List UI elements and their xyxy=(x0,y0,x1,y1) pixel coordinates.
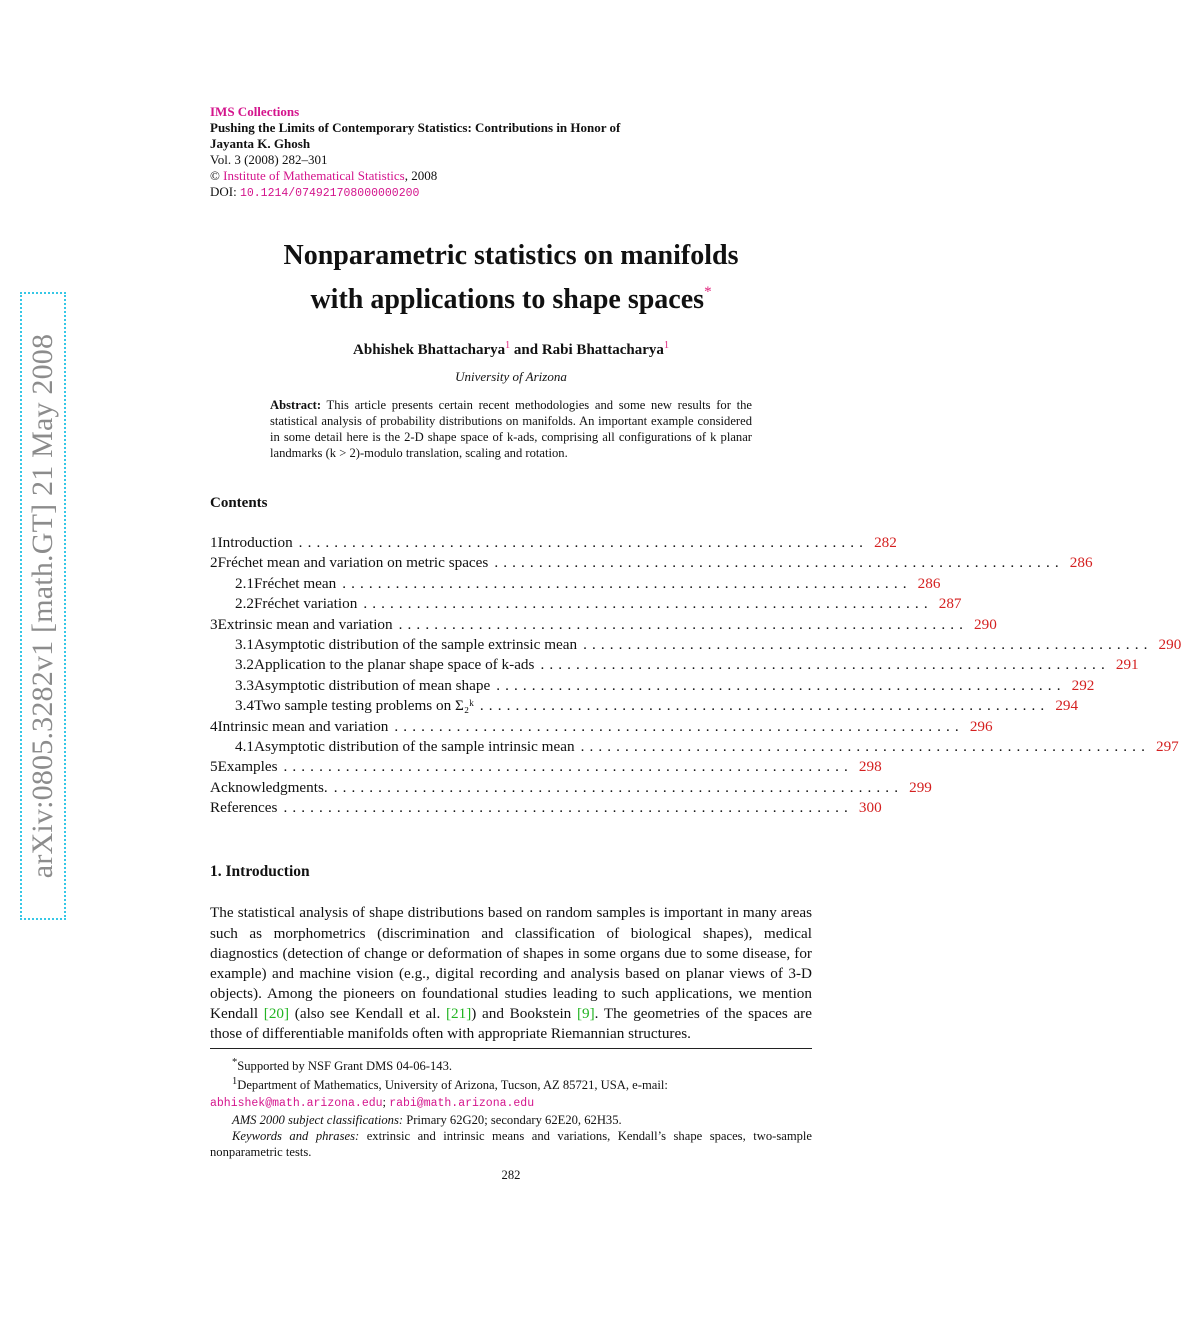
toc-entry-number: 3.1 xyxy=(235,635,254,653)
section-heading: 1. Introduction xyxy=(210,863,310,881)
volume-info: Vol. 3 (2008) 282–301 xyxy=(210,152,328,167)
toc-dot-leader: ................................................................ xyxy=(496,676,1066,694)
toc-entry-number: 3.3 xyxy=(235,676,254,694)
citation-link[interactable]: [20] xyxy=(263,1004,290,1022)
doi-link[interactable]: 10.1214/074921708000000200 xyxy=(239,187,420,200)
toc-entry[interactable] xyxy=(210,534,897,554)
toc-entry-number: 3.4 xyxy=(235,697,254,715)
intro-text-4: . The geometries of the spaces are those of differentiable manifolds often with appropriate Riemannian structures. xyxy=(210,1004,812,1043)
toc-page-link[interactable]: 290 xyxy=(974,615,997,633)
toc-entry[interactable] xyxy=(210,717,993,738)
toc-entry-number: 2.2 xyxy=(235,595,254,613)
toc-dot-leader: ................................................................ xyxy=(394,717,964,735)
copyright-line xyxy=(210,168,812,184)
abstract xyxy=(270,397,752,461)
toc-entry[interactable] xyxy=(210,595,962,615)
toc-entry[interactable] xyxy=(210,758,882,778)
intro-text-1: The statistical analysis of shape distributions based on random samples is important in many areas such as morphometrics (discrimination and classification of biological shapes), medical diagnostics (detection of change or deformation of shapes in some organs due to some disease, for example) and machine vision (e.g., digital recording and analysis based on planar views of 3-D objects). Among the pioneers on foundational studies leading to such applications, we mention Kendall xyxy=(210,904,812,1022)
author-2: Rabi Bhattacharya xyxy=(541,342,664,358)
intro-text-2: (also see Kendall et al. xyxy=(289,1004,446,1022)
footnotes xyxy=(210,1048,812,1159)
publication-header xyxy=(210,104,812,202)
citation-link[interactable]: [21] xyxy=(445,1004,472,1022)
toc-entry[interactable] xyxy=(210,656,1139,676)
page-number: 282 xyxy=(501,1167,521,1182)
toc-entry-title: Asymptotic distribution of the sample intrinsic mean xyxy=(253,737,575,755)
footnote-affiliation xyxy=(210,1074,812,1093)
toc-page-link[interactable]: 300 xyxy=(858,799,882,817)
author-2-mark[interactable]: 1 xyxy=(663,340,669,351)
toc-dot-leader: ................................................................ xyxy=(342,574,912,592)
citation-link[interactable]: [9] xyxy=(576,1004,595,1022)
toc-entry[interactable] xyxy=(210,574,941,595)
abstract-label: Abstract: xyxy=(270,398,322,412)
toc-page-link[interactable]: 299 xyxy=(909,778,932,796)
toc-entry-number: 3.2 xyxy=(235,656,254,674)
author-1: Abhishek Bhattacharya xyxy=(353,342,506,358)
page xyxy=(210,104,1181,1183)
toc-page-link[interactable]: 294 xyxy=(1055,697,1079,715)
toc-page-link[interactable]: 296 xyxy=(969,717,993,735)
author-1-mark[interactable]: 1 xyxy=(505,340,511,351)
footnote-star-mark: * xyxy=(232,1057,238,1069)
toc-entry-title: Acknowledgments. xyxy=(210,778,328,796)
toc-entry-title: Fréchet mean xyxy=(253,574,337,592)
toc-page-link[interactable]: 290 xyxy=(1158,635,1181,653)
footnote-grant xyxy=(210,1055,812,1074)
toc-entry-title: Fréchet mean and variation on metric spaces xyxy=(217,554,489,572)
footnote-emails xyxy=(210,1094,812,1112)
toc-dot-leader: ................................................................ xyxy=(540,656,1110,674)
email-link-2[interactable]: rabi@math.arizona.edu xyxy=(389,1096,535,1110)
toc-dot-leader: ................................................................ xyxy=(333,778,904,796)
book-title-line-2: Jayanta K. Ghosh xyxy=(210,136,311,151)
copyright-year: , 2008 xyxy=(404,168,438,183)
arxiv-id: arXiv:0805.3282v1 [math.GT] 21 May 2008 xyxy=(26,333,59,879)
doi-label: DOI: xyxy=(210,184,240,199)
toc-page-link[interactable]: 286 xyxy=(917,574,941,592)
toc-entry[interactable] xyxy=(210,554,1093,574)
toc-entry[interactable] xyxy=(210,676,1095,697)
title-footnote-marker[interactable]: * xyxy=(704,284,712,300)
toc-page-link[interactable]: 292 xyxy=(1071,676,1095,694)
toc-dot-leader: ................................................................ xyxy=(494,554,1064,572)
affiliation: University of Arizona xyxy=(455,369,567,384)
title-line-2-text: with applications to shape spaces xyxy=(310,284,705,315)
toc-dot-leader: ................................................................ xyxy=(398,615,969,633)
toc-entry-title: Introduction xyxy=(217,534,293,551)
toc-entry-number: 5 xyxy=(210,758,218,776)
keywords-label: Keywords and phrases: xyxy=(232,1128,360,1143)
email-separator: ; xyxy=(382,1094,390,1109)
toc-entry[interactable] xyxy=(210,697,1079,717)
ams-text: Primary 62G20; secondary 62E20, 62H35. xyxy=(403,1112,622,1127)
publisher-link[interactable]: Institute of Mathematical Statistics xyxy=(223,168,405,183)
table-of-contents xyxy=(210,534,1181,819)
toc-entry-number: 4.1 xyxy=(235,737,254,755)
toc-entry-number: 1 xyxy=(210,534,218,551)
keywords-text: extrinsic and intrinsic means and variations, Kendall’s shape spaces, two-sample nonparametric tests. xyxy=(210,1128,812,1159)
toc-entry[interactable] xyxy=(210,737,1179,758)
contents-heading: Contents xyxy=(210,495,268,511)
toc-page-link[interactable]: 282 xyxy=(874,534,897,551)
toc-entry-title: Fréchet variation xyxy=(253,595,358,613)
toc-entry-title: Examples xyxy=(217,758,278,776)
title-line-2 xyxy=(210,274,812,318)
doi-line xyxy=(210,184,812,202)
series-link[interactable]: IMS Collections xyxy=(210,104,300,119)
toc-dot-leader: ................................................................ xyxy=(583,635,1153,653)
toc-dot-leader: ................................................................ xyxy=(283,758,853,776)
toc-dot-leader: ................................................................ xyxy=(363,595,933,613)
footnote-ams xyxy=(210,1112,812,1128)
toc-entry-title: Asymptotic distribution of mean shape xyxy=(253,676,491,694)
toc-entry-title: Intrinsic mean and variation xyxy=(217,717,389,735)
toc-entry[interactable] xyxy=(210,778,932,799)
toc-dot-leader: ................................................................ xyxy=(283,799,853,817)
intro-text-3: ) and Bookstein xyxy=(471,1004,577,1022)
copyright-symbol: © xyxy=(210,168,220,183)
toc-entry[interactable] xyxy=(210,615,997,636)
ams-label: AMS 2000 subject classifications: xyxy=(232,1112,404,1127)
footnote-keywords xyxy=(210,1128,812,1160)
introduction-paragraph xyxy=(210,903,812,1044)
book-title-line-1: Pushing the Limits of Contemporary Statistics: Contributions in Honor of xyxy=(210,120,621,135)
toc-entry-title: Extrinsic mean and variation xyxy=(217,615,393,633)
toc-entry-number: 3 xyxy=(210,615,218,633)
toc-page-link[interactable]: 297 xyxy=(1155,737,1179,755)
toc-page-link[interactable]: 287 xyxy=(938,595,962,613)
toc-entry-title: References xyxy=(210,799,278,817)
toc-entry[interactable] xyxy=(210,635,1181,656)
arxiv-stamp[interactable] xyxy=(20,292,66,920)
toc-page-link[interactable]: 298 xyxy=(858,758,882,776)
toc-dot-leader: ................................................................ xyxy=(298,534,869,551)
footnote-affiliation-text: Department of Mathematics, University of Arizona, Tucson, AZ 85721, USA, e-mail: xyxy=(237,1078,668,1093)
email-link-1[interactable]: abhishek@math.arizona.edu xyxy=(210,1096,383,1110)
paper-title xyxy=(210,238,812,318)
footnote-grant-text: Supported by NSF Grant DMS 04-06-143. xyxy=(237,1059,453,1074)
toc-entry-number: 2.1 xyxy=(235,574,254,592)
abstract-text: This article presents certain recent methodologies and some new results for the statistical analysis of probability distributions on manifolds. An important example considered in some detail here is the 2-D shape space of k-ads, comprising all configurations of k planar landmarks (k > 2)-modulo translation, scaling and rotation. xyxy=(270,398,752,460)
toc-entry[interactable] xyxy=(210,799,882,819)
toc-entry-title: Asymptotic distribution of the sample extrinsic mean xyxy=(253,635,578,653)
author-conjunction: and xyxy=(510,342,542,358)
toc-dot-leader: ................................................................ xyxy=(479,697,1050,715)
toc-page-link[interactable]: 286 xyxy=(1069,554,1093,572)
toc-entry-title: Application to the planar shape space of k-ads xyxy=(253,656,535,674)
toc-dot-leader: ................................................................ xyxy=(580,737,1150,755)
author-list xyxy=(210,340,812,359)
footnote-1-mark: 1 xyxy=(232,1076,238,1088)
toc-entry-title: Two sample testing problems on Σ₂ᵏ xyxy=(253,697,474,715)
title-line-1: Nonparametric statistics on manifolds xyxy=(283,240,739,271)
toc-page-link[interactable]: 291 xyxy=(1115,656,1139,674)
toc-entry-number: 4 xyxy=(210,717,218,735)
toc-entry-number: 2 xyxy=(210,554,218,572)
